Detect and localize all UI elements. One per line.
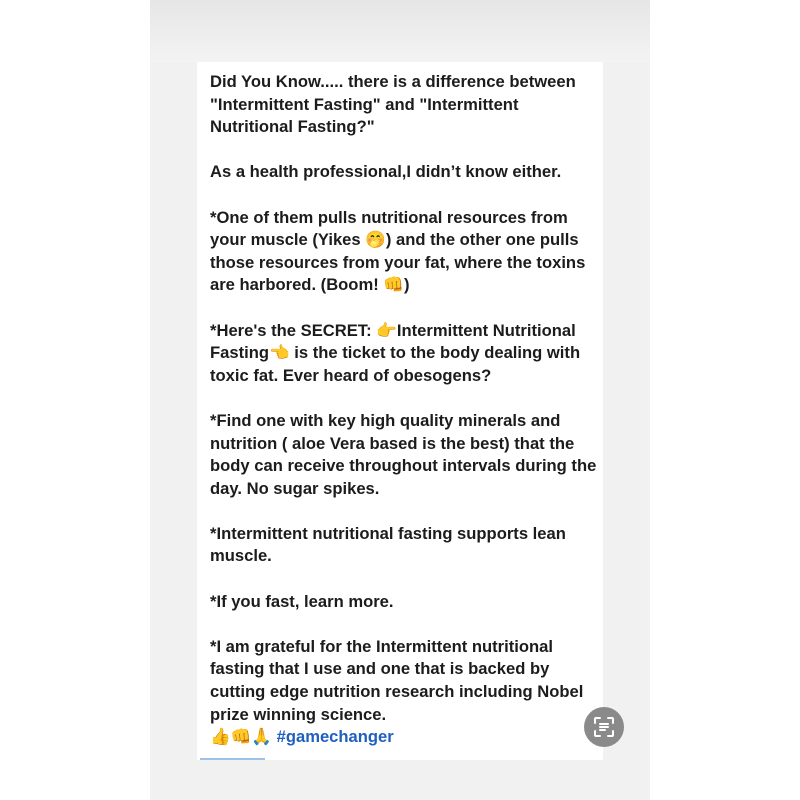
post-line: are harbored. (Boom! 👊) [210,275,410,295]
story-frame [150,0,650,800]
post-line: those resources from your fat, where the toxins [210,252,586,272]
top-bar [150,0,650,62]
post-line: cutting edge nutrition research including Nobel [210,682,584,702]
post-line: As a health professional,I didn’t know either. [210,162,562,182]
post-paragraph [210,523,610,568]
post-line: day. No sugar spikes. [210,478,380,498]
post-line: Did You Know..... there is a difference between [210,72,576,91]
post-card [197,62,603,760]
post-paragraph [210,207,610,297]
post-line: Nutritional Fasting?" [210,117,375,137]
post-line: *Intermittent nutritional fasting supports lean [210,523,566,543]
post-line: muscle. [210,546,272,566]
post-line: "Intermittent Fasting" and "Intermittent [210,94,519,114]
post-line: fasting that I use and one that is backed by [210,659,550,679]
post-paragraphs [210,71,610,726]
post-text [210,71,610,749]
post-line: *I am grateful for the Intermittent nutritional [210,636,553,656]
post-line: body can receive throughout intervals during the [210,456,597,476]
post-line: toxic fat. Ever heard of obesogens? [210,365,492,385]
post-line: nutrition ( aloe Vera based is the best) that the [210,433,575,453]
post-line: your muscle (Yikes 🤭) and the other one pulls [210,230,579,250]
post-footer [210,726,610,749]
post-line: *If you fast, learn more. [210,591,394,611]
text-scan-icon [593,716,615,738]
post-line: *Find one with key high quality minerals and [210,410,561,430]
text-scan-button[interactable] [584,707,624,747]
post-line: Fasting👈 is the ticket to the body dealing with [210,343,581,363]
post-line: *Here's the SECRET: 👉Intermittent Nutritional [210,320,576,340]
post-paragraph [210,161,610,184]
post-paragraph [210,320,610,388]
post-paragraph [210,636,610,726]
post-paragraph [210,71,610,139]
footer-emojis: 👍👊🙏 [210,727,272,747]
divider-line [200,758,265,760]
post-line: *One of them pulls nutritional resources from [210,207,568,227]
post-paragraph [210,591,610,614]
post-paragraph [210,410,610,500]
post-line: prize winning science. [210,704,387,724]
hashtag-link[interactable]: #gamechanger [276,727,394,747]
